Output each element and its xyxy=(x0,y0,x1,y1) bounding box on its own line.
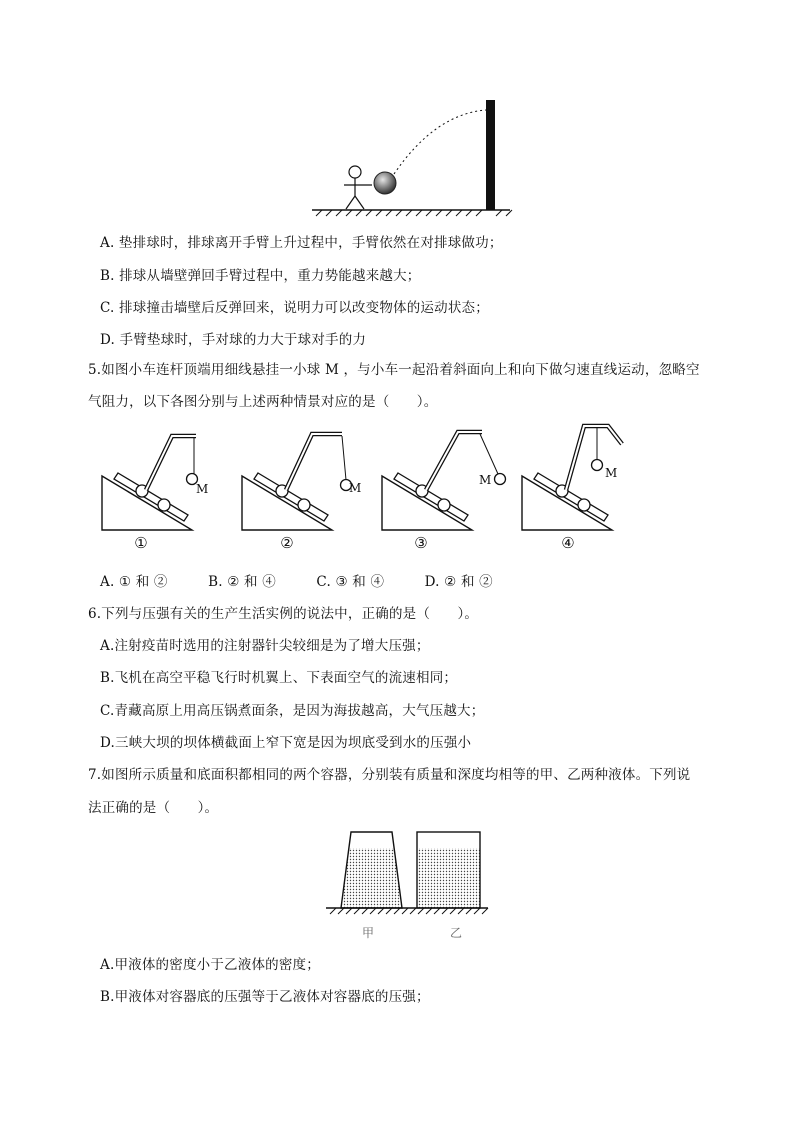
q6-stem: 6.下列与压强有关的生产生活实例的说法中，正确的是（ ）。 xyxy=(88,606,479,622)
q5-fig2-ball-label: M xyxy=(349,481,362,495)
q5-option-a: A. ① 和 ② xyxy=(100,574,168,590)
q5-figure-1-label: ① xyxy=(134,534,148,552)
q5-stem-line1: 5.如图小车连杆顶端用细线悬挂一小球 M ，与小车一起沿着斜面向上和向下做匀速直线运动，忽略空 xyxy=(88,362,700,378)
q7-container-jia-label: 甲 xyxy=(362,926,375,940)
q5-figure-2 xyxy=(238,420,373,535)
q5-option-b: B. ② 和 ④ xyxy=(208,574,276,590)
q5-option-d: D. ② 和 ② xyxy=(424,574,493,590)
q7-option-b: B.甲液体对容器底的压强等于乙液体对容器底的压强； xyxy=(100,989,430,1005)
q6-option-d: D.三峡大坝的坝体横截面上窄下宽是因为坝底受到水的压强小 xyxy=(100,735,472,751)
q5-figure-4-label: ④ xyxy=(561,534,575,552)
volleyball xyxy=(374,172,396,194)
q7-container-yi-label: 乙 xyxy=(450,926,463,940)
q4-option-b: B. 排球从墙壁弹回手臂过程中，重力势能越来越大； xyxy=(100,268,421,284)
q6-option-a: A.注射疫苗时选用的注射器针尖较细是为了增大压强； xyxy=(100,638,430,654)
q5-fig1-ball-label: M xyxy=(196,482,209,496)
q7-stem-line2: 法正确的是（ ）。 xyxy=(88,800,219,816)
ground-hatch xyxy=(316,210,512,216)
q7-containers-figure xyxy=(322,828,492,923)
trajectory-path xyxy=(394,110,486,174)
q5-fig3-ball-label: M xyxy=(479,473,492,487)
q5-option-c: C. ③ 和 ④ xyxy=(316,574,385,590)
q5-stem-line2: 气阻力，以下各图分别与上述两种情景对应的是（ ）。 xyxy=(88,394,438,410)
q5-figure-1 xyxy=(98,420,233,535)
stick-person xyxy=(344,166,372,209)
wall xyxy=(486,100,495,210)
q6-option-b: B.飞机在高空平稳飞行时机翼上、下表面空气的流速相同； xyxy=(100,670,458,686)
q4-option-c: C. 排球撞击墙壁后反弹回来，说明力可以改变物体的运动状态； xyxy=(100,300,489,316)
q5-fig4-ball-label: M xyxy=(605,466,618,480)
q6-option-c: C.青藏高原上用高压锅煮面条，是因为海拔越高，大气压越大； xyxy=(100,703,485,719)
q5-figure-3-label: ③ xyxy=(414,534,428,552)
q5-figure-4 xyxy=(518,420,653,535)
q7-option-a: A.甲液体的密度小于乙液体的密度； xyxy=(100,957,320,973)
q4-option-d: D. 手臂垫球时，手对球的力大于球对手的力 xyxy=(100,332,367,348)
q5-figure-2-label: ② xyxy=(280,534,294,552)
volleyball-wall-figure xyxy=(310,96,515,218)
q4-option-a: A. 垫排球时，排球离开手臂上升过程中，手臂依然在对排球做功； xyxy=(100,235,503,251)
q5-figure-3 xyxy=(378,420,513,535)
q5-options-row xyxy=(100,570,529,590)
q7-stem-line1: 7.如图所示质量和底面积都相同的两个容器，分别装有质量和深度均相等的甲、乙两种液体。下列说 xyxy=(88,767,691,783)
